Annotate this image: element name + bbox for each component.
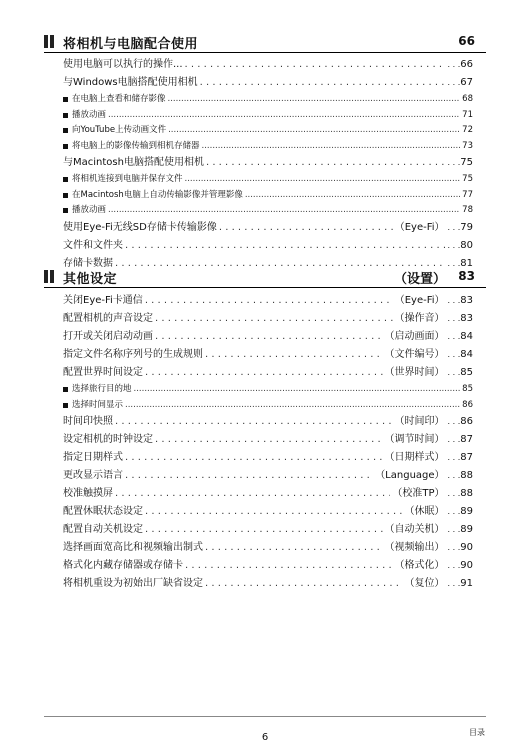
bullet-square-icon	[63, 193, 68, 198]
dot-leader	[145, 521, 383, 539]
toc-entry-page[interactable]: 83	[460, 295, 473, 306]
toc-entry-label: 配置相机的声音设定	[63, 313, 153, 324]
toc-entry-label: 配置休眠状态设定	[63, 506, 143, 517]
toc-entry-label: 与Windows电脑搭配使用相机	[63, 77, 198, 88]
dot-leader	[205, 539, 383, 557]
toc-entry-label: 校准触摸屏	[63, 488, 113, 499]
page-leader: . . .	[447, 435, 461, 444]
bullet-square-icon	[63, 177, 68, 182]
toc-entry-label: 播放动画	[72, 205, 107, 215]
dot-leader	[125, 398, 460, 414]
toc-entry-page[interactable]: 75	[460, 157, 473, 168]
toc-entry-page[interactable]: 86	[462, 399, 473, 410]
page-leader: . . .	[447, 489, 461, 498]
toc-entry[interactable]	[63, 413, 473, 431]
toc-entry-menu-name: （文件编号）	[384, 349, 445, 360]
page-leader: . . .	[447, 222, 461, 232]
toc-entry-page[interactable]: 84	[460, 331, 473, 342]
toc-entry-label: 使用Eye-Fi无线SD存储卡传输影像	[63, 221, 217, 233]
page-leader: . . .	[447, 258, 461, 268]
page-leader: . . .	[447, 296, 461, 305]
toc-entry-page[interactable]: 68	[462, 94, 473, 104]
bullet-square-icon	[63, 208, 68, 213]
toc-entry-label: 与Macintosh电脑搭配使用相机	[63, 157, 204, 168]
section-page-number[interactable]: 83	[458, 269, 475, 283]
dot-leader	[125, 449, 383, 467]
toc-entry[interactable]	[63, 449, 473, 467]
toc-entry-page[interactable]: 75	[462, 174, 473, 184]
toc-entry-label: 更改显示语言	[63, 470, 123, 481]
dot-leader	[115, 413, 393, 431]
toc-entry-label: 将相机连接到电脑并保存文件	[72, 174, 183, 184]
toc-entry-label: 配置世界时间设定	[63, 367, 143, 378]
section-subtitle: （设置）	[393, 272, 446, 287]
toc-entry-page[interactable]: 90	[460, 542, 473, 553]
toc-entry-label: 设定相机的时钟设定	[63, 434, 153, 445]
toc-subentry[interactable]	[63, 382, 473, 398]
page-leader: . . .	[447, 350, 461, 359]
toc-entry-page[interactable]: 78	[462, 205, 473, 215]
bullet-square-icon	[63, 128, 68, 133]
dot-leader	[245, 188, 460, 204]
page-leader: . . .	[447, 579, 461, 588]
section-header-computer	[44, 32, 486, 53]
page-leader: . . .	[447, 78, 461, 87]
toc-entry-page[interactable]: 86	[460, 416, 473, 427]
toc-entry[interactable]	[63, 310, 473, 328]
page-leader: . . .	[447, 453, 461, 462]
toc-entry[interactable]	[63, 219, 473, 237]
toc-entry-menu-name: （格式化）	[394, 560, 445, 571]
toc-entry[interactable]	[63, 521, 473, 539]
bullet-square-icon	[63, 97, 68, 102]
toc-entry-label: 在Macintosh电脑上自动传输影像并管理影像	[72, 189, 243, 200]
page-leader: . . .	[447, 507, 461, 516]
bullet-square-icon	[63, 403, 68, 408]
toc-entry-label: 指定日期样式	[63, 452, 123, 463]
toc-entry-menu-name: （视频输出）	[384, 542, 445, 553]
toc-entry[interactable]	[63, 575, 473, 593]
toc-entry-label: 存储卡数据	[63, 257, 113, 269]
bullet-square-icon	[63, 387, 68, 392]
dot-leader	[185, 56, 446, 74]
toc-entry-label: 在电脑上查看和储存影像	[72, 94, 166, 104]
toc-entry-page[interactable]: 77	[462, 189, 473, 200]
toc-entry[interactable]	[63, 154, 473, 172]
toc-entry[interactable]	[63, 74, 473, 92]
toc-entry-label: 时间印快照	[63, 416, 113, 427]
page-leader: . . .	[447, 543, 461, 552]
toc-entry-label: 选择画面宽高比和视频输出制式	[63, 542, 203, 553]
toc-entry-label: 指定文件名称序列号的生成规则	[63, 349, 203, 360]
bullet-square-icon	[63, 113, 68, 118]
dot-leader	[125, 467, 373, 485]
toc-entry-menu-name: （世界时间）	[384, 367, 445, 378]
toc-entry-label: 将相机重设为初始出厂缺省设定	[63, 578, 203, 589]
dot-leader	[168, 123, 460, 139]
dot-leader	[145, 503, 403, 521]
toc-entry-menu-name: （校准TP）	[392, 488, 445, 499]
page-leader: . . .	[447, 471, 461, 480]
toc-list-computer	[63, 56, 473, 273]
toc-entry-page[interactable]: 71	[462, 109, 473, 120]
dot-leader	[219, 219, 393, 237]
toc-subentry[interactable]	[63, 398, 473, 414]
bullet-square-icon	[63, 144, 68, 149]
toc-entry-label: 打开或关闭启动动画	[63, 331, 153, 342]
page-leader: . . .	[447, 561, 461, 570]
toc-entry[interactable]	[63, 56, 473, 74]
toc-entry[interactable]	[63, 539, 473, 557]
toc-subentry[interactable]	[63, 92, 473, 108]
toc-entry-label: 关闭Eye-Fi卡通信	[63, 295, 143, 306]
footer-page-number: 6	[261, 732, 269, 743]
toc-entry-page[interactable]: 89	[460, 524, 473, 535]
toc-entry-page[interactable]: 88	[460, 470, 473, 481]
page-leader: . . .	[447, 240, 461, 250]
dot-leader	[155, 310, 393, 328]
toc-entry-label: 格式化内藏存储器或存储卡	[63, 560, 183, 571]
toc-entry-page[interactable]: 81	[460, 257, 473, 269]
footer-divider	[44, 716, 486, 717]
toc-entry-label: 选择时间显示	[72, 399, 124, 410]
section-page-number[interactable]: 66	[458, 34, 475, 48]
toc-entry-menu-name: （复位）	[404, 578, 445, 589]
dot-leader	[115, 485, 390, 503]
toc-entry-page[interactable]: 67	[460, 77, 473, 88]
toc-entry-menu-name: （时间印）	[394, 416, 445, 427]
toc-entry[interactable]	[63, 364, 473, 382]
toc-entry-menu-name: （调节时间）	[384, 434, 445, 445]
toc-subentry[interactable]	[63, 139, 473, 155]
dot-leader	[145, 292, 393, 310]
toc-entry-menu-name: （Eye-Fi）	[394, 295, 445, 306]
toc-entry-menu-name: （Eye-Fi）	[394, 221, 445, 233]
section-title: 将相机与电脑配合使用	[63, 37, 199, 52]
toc-entry-menu-name: （启动画面）	[384, 331, 445, 342]
toc-subentry[interactable]	[63, 203, 473, 219]
dot-leader	[202, 139, 461, 155]
toc-entry-page[interactable]: 85	[462, 384, 473, 394]
toc-entry[interactable]	[63, 346, 473, 364]
dot-leader	[134, 382, 461, 398]
toc-entry-page[interactable]: 73	[462, 140, 473, 151]
section-marker-icon	[44, 270, 56, 289]
dot-leader	[125, 237, 446, 255]
toc-entry[interactable]	[63, 467, 473, 485]
section-marker-icon	[44, 35, 56, 54]
toc-entry-label: 选择旅行目的地	[72, 384, 132, 394]
toc-entry-label: 文件和文件夹	[63, 239, 123, 251]
toc-entry-menu-name: （日期样式）	[384, 452, 445, 463]
toc-entry-page[interactable]: 87	[460, 434, 473, 445]
toc-entry-menu-name: （休眠）	[404, 506, 445, 517]
toc-list-settings	[63, 292, 473, 593]
toc-entry[interactable]	[63, 237, 473, 255]
dot-leader	[185, 557, 393, 575]
toc-entry[interactable]	[63, 328, 473, 346]
page-leader: . . .	[447, 314, 461, 323]
toc-entry-menu-name: （操作音）	[394, 313, 445, 324]
toc-entry-page[interactable]: 66	[460, 59, 473, 70]
toc-entry-menu-name: （自动关机）	[384, 524, 445, 535]
toc-subentry[interactable]	[63, 188, 473, 204]
toc-entry-page[interactable]: 85	[460, 367, 473, 378]
page-leader: . . .	[447, 332, 461, 341]
toc-entry-page[interactable]: 88	[460, 488, 473, 499]
dot-leader	[185, 172, 461, 188]
section-header-settings	[44, 267, 486, 288]
dot-leader	[108, 108, 460, 124]
toc-subentry[interactable]	[63, 172, 473, 188]
dot-leader	[108, 203, 460, 219]
toc-entry-label: 向YouTube上传动画文件	[72, 125, 167, 135]
dot-leader	[155, 431, 383, 449]
toc-entry[interactable]	[63, 431, 473, 449]
page-leader: . . .	[447, 368, 461, 377]
toc-entry[interactable]	[63, 557, 473, 575]
toc-entry-page[interactable]: 83	[460, 313, 473, 324]
toc-entry-page[interactable]: 84	[460, 349, 473, 360]
section-title: 其他设定	[63, 272, 118, 287]
toc-entry[interactable]	[63, 503, 473, 521]
dot-leader	[145, 364, 383, 382]
dot-leader	[205, 346, 383, 364]
toc-entry-page[interactable]: 72	[462, 125, 473, 135]
dot-leader	[205, 575, 403, 593]
toc-entry-page[interactable]: 87	[460, 452, 473, 463]
footer-toc-link[interactable]: 目录	[469, 728, 485, 737]
toc-entry-page[interactable]: 91	[460, 578, 473, 589]
toc-entry[interactable]	[63, 485, 473, 503]
dot-leader	[206, 154, 446, 172]
toc-entry[interactable]	[63, 292, 473, 310]
dot-leader	[200, 74, 446, 92]
toc-entry-page[interactable]: 90	[460, 560, 473, 571]
toc-entry-label: 使用电脑可以执行的操作...	[63, 59, 183, 70]
toc-subentry[interactable]	[63, 123, 473, 139]
page-leader: . . .	[447, 158, 461, 167]
page-leader: . . .	[447, 60, 461, 69]
toc-entry-page[interactable]: 80	[460, 239, 473, 251]
dot-leader	[155, 328, 383, 346]
toc-entry-page[interactable]: 79	[460, 221, 473, 233]
toc-entry-label: 播放动画	[72, 109, 107, 120]
dot-leader	[168, 92, 461, 108]
toc-entry-menu-name: （Language）	[375, 470, 445, 481]
toc-entry-label: 配置自动关机设定	[63, 524, 143, 535]
toc-subentry[interactable]	[63, 108, 473, 124]
page-leader: . . .	[447, 417, 461, 426]
page-leader: . . .	[447, 525, 461, 534]
toc-entry-label: 将电脑上的影像传输到相机存储器	[72, 140, 200, 151]
toc-entry-page[interactable]: 89	[460, 506, 473, 517]
